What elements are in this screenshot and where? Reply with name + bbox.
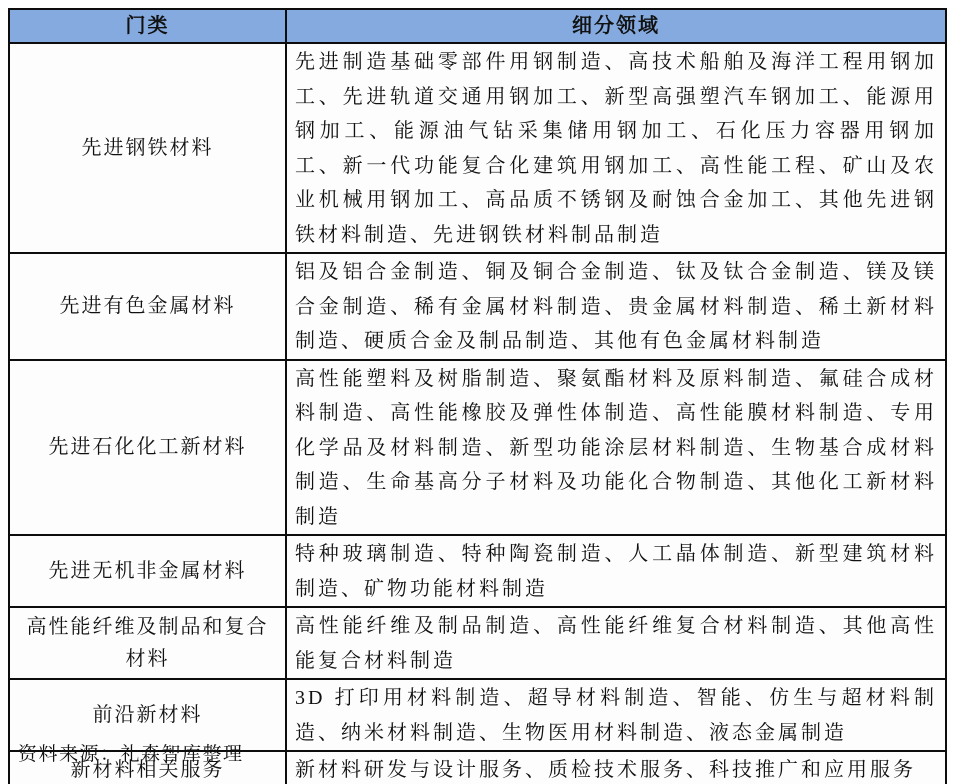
materials-classification-table <box>8 8 947 784</box>
subfields-cell: 特种玻璃制造、特种陶瓷制造、人工晶体制造、新型建筑材料制造、矿物功能材料制造 <box>295 543 937 600</box>
table-row <box>10 252 945 359</box>
subfields-cell: 高性能塑料及树脂制造、聚氨酯材料及原料制造、氟硅合成材料制造、高性能橡胶及弹性体制造、高性能膜材料制造、专用化学品及材料制造、新型功能涂层材料制造、生物基合成材料制造、生命基高分子材料及功能化合物制造、其他化工新材料制造 <box>295 367 937 528</box>
category-cell: 先进钢铁材料 <box>10 44 287 252</box>
category-cell: 新材料相关服务 <box>10 752 287 784</box>
subfields-cell: 先进制造基础零部件用钢制造、高技术船舶及海洋工程用钢加工、先进轨道交通用钢加工、新型高强塑汽车钢加工、能源用钢加工、能源油气钻采集储用钢加工、石化压力容器用钢加工、新一代功能复合化建筑用钢加工、高性能工程、矿山及农业机械用钢加工、高品质不锈钢及耐蚀合金加工、其他先进钢铁材料制造、先进钢铁材料制品制造 <box>295 51 937 246</box>
header-cell-subfields: 细分领域 <box>572 15 660 37</box>
table-row <box>10 42 945 252</box>
category-cell: 先进无机非金属材料 <box>10 536 287 606</box>
category-cell: 先进有色金属材料 <box>10 254 287 359</box>
table-row <box>10 606 945 678</box>
header-cell-category: 门类 <box>10 10 287 42</box>
source-note: 资料来源：礼森智库整理 <box>18 744 244 765</box>
table-header-row <box>10 10 945 42</box>
subfields-cell: 高性能纤维及制品制造、高性能纤维复合材料制造、其他高性能复合材料制造 <box>295 615 937 672</box>
subfields-cell: 铝及铝合金制造、铜及铜合金制造、钛及钛合金制造、镁及镁合金制造、稀有金属材料制造、贵金属材料制造、稀土新材料制造、硬质合金及制品制造、其他有色金属材料制造 <box>295 261 937 352</box>
table-row <box>10 534 945 606</box>
category-cell: 先进石化化工新材料 <box>10 361 287 535</box>
category-cell: 高性能纤维及制品和复合材料 <box>10 608 287 678</box>
subfields-cell: 新材料研发与设计服务、质检技术服务、科技推广和应用服务 <box>295 759 916 781</box>
subfields-cell: 3D 打印用材料制造、超导材料制造、智能、仿生与超材料制造、纳米材料制造、生物医用材料制造、液态金属制造 <box>295 687 937 744</box>
category-cell: 前沿新材料 <box>10 680 287 750</box>
table-row <box>10 359 945 535</box>
